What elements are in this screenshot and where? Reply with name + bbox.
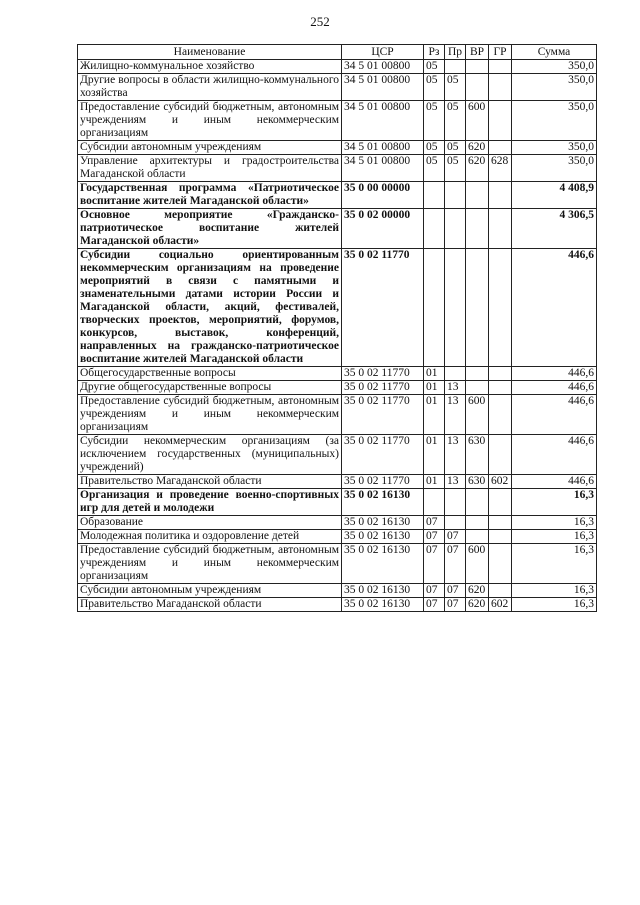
cell-rz (424, 209, 445, 249)
table-row (78, 381, 597, 395)
cell-pr: 07 (445, 598, 466, 612)
cell-gr (489, 530, 512, 544)
cell-vr: 620 (466, 598, 489, 612)
cell-gr (489, 209, 512, 249)
cell-pr (445, 249, 466, 367)
cell-rz: 01 (424, 475, 445, 489)
cell-name: Государственная программа «Патриотическое воспитание жителей Магаданской области» (78, 182, 342, 209)
cell-pr (445, 489, 466, 516)
cell-pr: 05 (445, 101, 466, 141)
cell-sum: 446,6 (512, 367, 597, 381)
cell-pr: 13 (445, 435, 466, 475)
cell-rz: 01 (424, 435, 445, 475)
cell-gr (489, 367, 512, 381)
cell-vr: 630 (466, 435, 489, 475)
cell-vr (466, 367, 489, 381)
table-row (78, 395, 597, 435)
cell-pr: 05 (445, 141, 466, 155)
cell-gr (489, 101, 512, 141)
cell-name: Другие общегосударственные вопросы (78, 381, 342, 395)
cell-name: Предоставление субсидий бюджетным, автономным учреждениям и иным некоммерческим организациям (78, 101, 342, 141)
cell-csr: 35 0 02 16130 (342, 544, 424, 584)
cell-csr: 35 0 02 00000 (342, 209, 424, 249)
cell-name: Субсидии автономным учреждениям (78, 141, 342, 155)
cell-gr (489, 182, 512, 209)
cell-sum: 446,6 (512, 249, 597, 367)
cell-csr: 35 0 02 16130 (342, 489, 424, 516)
table-row (78, 544, 597, 584)
cell-sum: 16,3 (512, 544, 597, 584)
cell-gr (489, 60, 512, 74)
table-row (78, 435, 597, 475)
header-name: Наименование (78, 45, 342, 60)
cell-sum: 16,3 (512, 584, 597, 598)
cell-gr (489, 516, 512, 530)
cell-gr: 602 (489, 475, 512, 489)
cell-rz: 01 (424, 381, 445, 395)
cell-name: Предоставление субсидий бюджетным, автономным учреждениям и иным некоммерческим организациям (78, 544, 342, 584)
cell-pr: 13 (445, 475, 466, 489)
cell-gr (489, 74, 512, 101)
cell-gr (489, 141, 512, 155)
cell-rz: 07 (424, 516, 445, 530)
cell-sum: 446,6 (512, 435, 597, 475)
cell-rz (424, 182, 445, 209)
table-row (78, 598, 597, 612)
cell-name: Основное мероприятие «Гражданско-патриотическое воспитание жителей Магаданской области» (78, 209, 342, 249)
cell-sum: 16,3 (512, 516, 597, 530)
cell-rz: 07 (424, 544, 445, 584)
cell-csr: 35 0 02 16130 (342, 530, 424, 544)
header-sum: Сумма (512, 45, 597, 60)
cell-name: Субсидии автономным учреждениям (78, 584, 342, 598)
cell-pr (445, 367, 466, 381)
cell-pr: 13 (445, 395, 466, 435)
cell-name: Субсидии некоммерческим организациям (за исключением государственных (муниципальных) учреждений) (78, 435, 342, 475)
cell-vr (466, 60, 489, 74)
cell-pr: 05 (445, 155, 466, 182)
cell-csr: 34 5 01 00800 (342, 141, 424, 155)
cell-pr (445, 516, 466, 530)
cell-pr: 07 (445, 530, 466, 544)
cell-csr: 35 0 02 11770 (342, 435, 424, 475)
cell-sum: 350,0 (512, 155, 597, 182)
table-row (78, 530, 597, 544)
cell-vr (466, 74, 489, 101)
cell-vr (466, 489, 489, 516)
cell-vr (466, 249, 489, 367)
cell-sum: 16,3 (512, 598, 597, 612)
cell-csr: 35 0 02 16130 (342, 516, 424, 530)
cell-vr: 620 (466, 584, 489, 598)
cell-gr (489, 395, 512, 435)
cell-csr: 34 5 01 00800 (342, 155, 424, 182)
cell-vr: 620 (466, 141, 489, 155)
cell-sum: 446,6 (512, 395, 597, 435)
cell-name: Образование (78, 516, 342, 530)
table-row (78, 249, 597, 367)
cell-vr: 600 (466, 395, 489, 435)
table-row (78, 182, 597, 209)
cell-sum: 350,0 (512, 60, 597, 74)
cell-rz: 07 (424, 530, 445, 544)
cell-csr: 35 0 02 11770 (342, 249, 424, 367)
cell-vr (466, 516, 489, 530)
cell-name: Молодежная политика и оздоровление детей (78, 530, 342, 544)
table-row (78, 141, 597, 155)
table-row (78, 60, 597, 74)
cell-name: Управление архитектуры и градостроительства Магаданской области (78, 155, 342, 182)
table-row (78, 489, 597, 516)
cell-name: Субсидии социально ориентированным некоммерческим организациям на проведение мероприятий в связи с памятными и знаменательными датами истории России и Магаданской области, акций, фестивалей, творческих проектов, мероприятий, форумов, конкурсов, выставок, конференций, направленных на гражданско-патриотическое воспитание жителей Магаданской области (78, 249, 342, 367)
cell-rz (424, 489, 445, 516)
cell-gr: 602 (489, 598, 512, 612)
cell-sum: 350,0 (512, 141, 597, 155)
cell-vr: 620 (466, 155, 489, 182)
cell-gr (489, 584, 512, 598)
cell-vr (466, 530, 489, 544)
cell-vr: 600 (466, 101, 489, 141)
table-row (78, 74, 597, 101)
cell-csr: 34 5 01 00800 (342, 74, 424, 101)
table-row (78, 101, 597, 141)
cell-sum: 350,0 (512, 101, 597, 141)
cell-pr (445, 209, 466, 249)
cell-csr: 34 5 01 00800 (342, 60, 424, 74)
cell-rz: 05 (424, 101, 445, 141)
cell-rz: 05 (424, 60, 445, 74)
header-rz: Рз (424, 45, 445, 60)
cell-csr: 35 0 00 00000 (342, 182, 424, 209)
table-body (78, 60, 597, 612)
cell-pr: 07 (445, 544, 466, 584)
cell-name: Общегосударственные вопросы (78, 367, 342, 381)
table-row (78, 209, 597, 249)
cell-gr (489, 544, 512, 584)
budget-table (77, 44, 597, 612)
cell-sum: 16,3 (512, 530, 597, 544)
cell-name: Другие вопросы в области жилищно-коммунального хозяйства (78, 74, 342, 101)
table-row (78, 475, 597, 489)
cell-rz: 01 (424, 395, 445, 435)
cell-gr (489, 249, 512, 367)
cell-vr: 630 (466, 475, 489, 489)
header-vr: ВР (466, 45, 489, 60)
cell-gr (489, 435, 512, 475)
cell-rz: 05 (424, 155, 445, 182)
cell-name: Предоставление субсидий бюджетным, автономным учреждениям и иным некоммерческим организациям (78, 395, 342, 435)
cell-pr: 05 (445, 74, 466, 101)
cell-csr: 35 0 02 11770 (342, 367, 424, 381)
cell-vr: 600 (466, 544, 489, 584)
cell-gr (489, 381, 512, 395)
cell-csr: 35 0 02 16130 (342, 598, 424, 612)
cell-sum: 446,6 (512, 381, 597, 395)
header-gr: ГР (489, 45, 512, 60)
table-row (78, 155, 597, 182)
cell-rz: 07 (424, 598, 445, 612)
cell-rz: 01 (424, 367, 445, 381)
cell-pr: 07 (445, 584, 466, 598)
cell-csr: 35 0 02 11770 (342, 395, 424, 435)
cell-pr: 13 (445, 381, 466, 395)
cell-name: Организация и проведение военно-спортивных игр для детей и молодежи (78, 489, 342, 516)
header-row (78, 45, 597, 60)
cell-gr: 628 (489, 155, 512, 182)
cell-rz: 07 (424, 584, 445, 598)
table-row (78, 367, 597, 381)
cell-sum: 446,6 (512, 475, 597, 489)
page-number: 252 (310, 14, 330, 29)
cell-rz (424, 249, 445, 367)
cell-csr: 35 0 02 11770 (342, 381, 424, 395)
header-csr: ЦСР (342, 45, 424, 60)
cell-rz: 05 (424, 141, 445, 155)
cell-pr (445, 60, 466, 74)
cell-sum: 16,3 (512, 489, 597, 516)
header-pr: Пр (445, 45, 466, 60)
cell-name: Жилищно-коммунальное хозяйство (78, 60, 342, 74)
cell-gr (489, 489, 512, 516)
cell-name: Правительство Магаданской области (78, 475, 342, 489)
cell-csr: 35 0 02 16130 (342, 584, 424, 598)
cell-rz: 05 (424, 74, 445, 101)
cell-vr (466, 182, 489, 209)
cell-pr (445, 182, 466, 209)
cell-vr (466, 209, 489, 249)
cell-csr: 34 5 01 00800 (342, 101, 424, 141)
cell-sum: 4 306,5 (512, 209, 597, 249)
table-row (78, 516, 597, 530)
cell-sum: 350,0 (512, 74, 597, 101)
cell-vr (466, 381, 489, 395)
cell-sum: 4 408,9 (512, 182, 597, 209)
table-row (78, 584, 597, 598)
cell-csr: 35 0 02 11770 (342, 475, 424, 489)
cell-name: Правительство Магаданской области (78, 598, 342, 612)
